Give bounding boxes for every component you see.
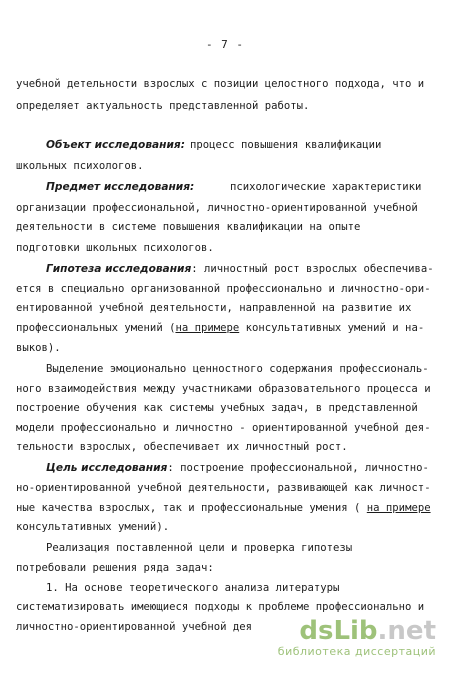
text-line: ентированной учебной деятельности, направленной на развитие их xyxy=(16,302,412,314)
heading-subject: Предмет исследования: xyxy=(46,181,195,193)
text-line: профессиональных умений (на примере консультативных умений и на- xyxy=(16,322,425,334)
text-line: ные качества взрослых, так и профессиональные умения ( на примере xyxy=(16,502,431,514)
text-line: систематизировать имеющиеся подходы к проблеме профессионально и xyxy=(16,601,425,613)
text-line: консультативных умений). xyxy=(16,521,170,533)
text-line: тельности взрослых, обеспечивает их личностный рост. xyxy=(16,441,348,453)
text-line: личностно-ориентированной учебной дея xyxy=(16,621,252,633)
text-line: построение обучения как системы учебных задач, в представленной xyxy=(16,402,418,414)
text-line: потребовали решения ряда задач: xyxy=(16,562,214,574)
text-line: определяет актуальность представленной работы. xyxy=(16,100,310,112)
text-line: деятельности в системе повышения квалификации на опыте xyxy=(16,221,361,233)
heading-object: Объект исследования: xyxy=(46,139,185,151)
text-line: выков). xyxy=(16,342,61,354)
text-line: ется в специально организованной профессионально и личностно-ори- xyxy=(16,283,431,295)
watermark-logo: dsLib.net xyxy=(299,616,436,646)
text-line: Реализация поставленной цели и проверка гипотезы xyxy=(46,542,353,554)
text-line: Выделение эмоционально ценностного содержания профессиональ- xyxy=(46,363,429,375)
text-line: 1. На основе теоретического анализа литературы xyxy=(46,582,340,594)
text-line: учебной детельности взрослых с позиции целостного подхода, что и xyxy=(16,78,425,90)
text-line: организации профессиональной, личностно-ориентированной учебной xyxy=(16,202,418,214)
text-line: модели профессионально и личностно - ориентированной учебной дея- xyxy=(16,422,431,434)
text-line: но-ориентированной учебной деятельности, развивающей как личност- xyxy=(16,482,431,494)
text-line: процесс повышения квалификации xyxy=(190,139,382,151)
text-line: ного взаимодействия между участниками образовательного процесса и xyxy=(16,383,431,395)
page-number: - 7 - xyxy=(205,38,245,51)
watermark-subtitle: библиотека диссертаций xyxy=(277,645,436,658)
watermark xyxy=(278,617,436,658)
hypothesis-line: Гипотеза исследования: личностный рост взрослых обеспечива- xyxy=(46,263,434,275)
text-line: школьных психологов. xyxy=(16,160,144,172)
text-line: психологические характеристики xyxy=(230,181,422,193)
text-line: подготовки школьных психологов. xyxy=(16,242,214,254)
goal-line: Цель исследования: построение профессиональной, личностно- xyxy=(46,462,429,474)
